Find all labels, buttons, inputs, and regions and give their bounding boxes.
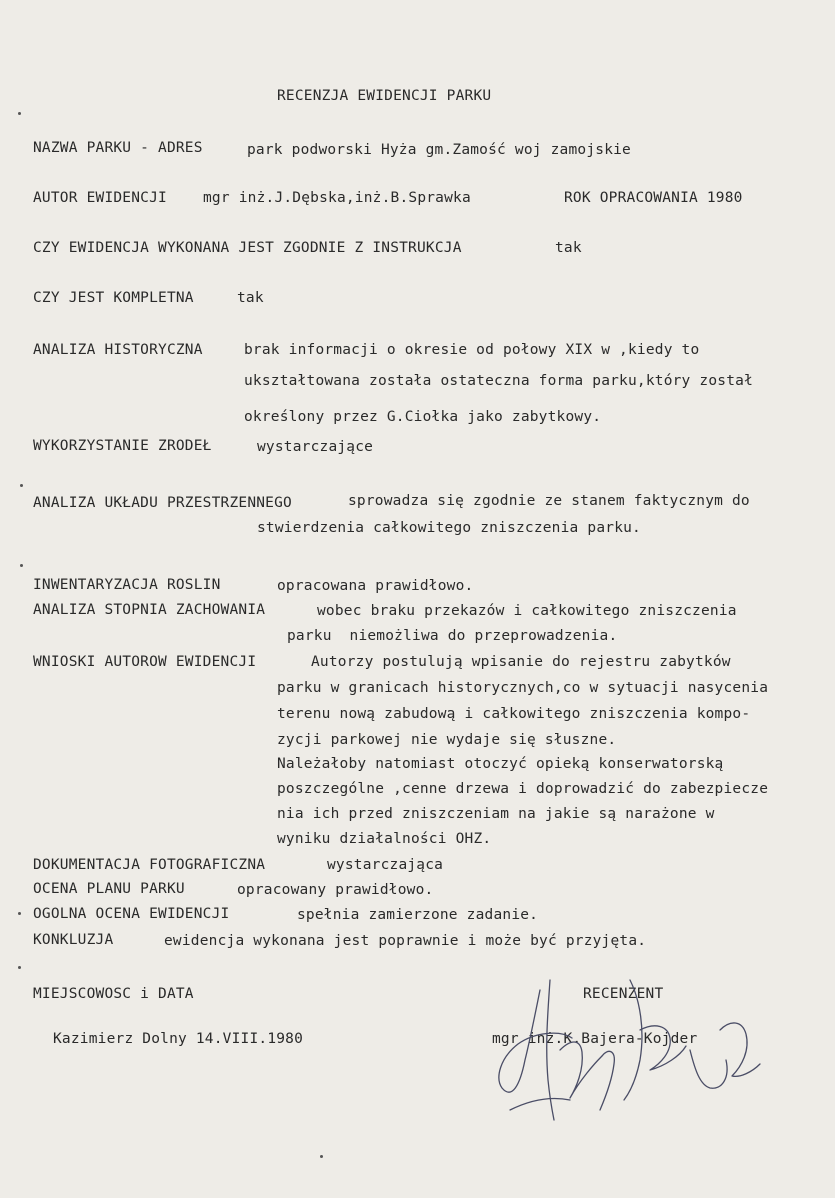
signature-image xyxy=(490,960,770,1130)
document-title: RECENZJA EWIDENCJI PARKU xyxy=(277,88,492,104)
historical-line: ukształtowana została ostateczna forma parku,który został xyxy=(244,373,753,389)
inventory-label: INWENTARYZACJA ROSLIN xyxy=(33,577,221,593)
conclusions-line: wyniku działalności OHZ. xyxy=(277,831,492,847)
sources-value: wystarczające xyxy=(257,439,374,455)
conclusions-line: zycji parkowej nie wydaje się słuszne. xyxy=(277,732,617,748)
paper-speck xyxy=(20,564,23,567)
conclusions-line: parku w granicach historycznych,co w sytuacji nasycenia xyxy=(277,680,769,696)
preservation-line: wobec braku przekazów i całkowitego zniszczenia xyxy=(317,603,737,619)
paper-speck xyxy=(18,112,21,115)
author-label: AUTOR EWIDENCJI xyxy=(33,190,167,206)
paper-speck xyxy=(18,912,21,915)
paper-speck xyxy=(320,1155,323,1158)
complete-value: tak xyxy=(237,290,264,306)
conclusions-line: nia ich przed zniszczeniam na jakie są narażone w xyxy=(277,806,715,822)
conclusions-line: terenu nową zabudową i całkowitego zniszczenia kompo- xyxy=(277,706,751,722)
preservation-label: ANALIZA STOPNIA ZACHOWANIA xyxy=(33,602,266,618)
paper-speck xyxy=(18,966,21,969)
conclusion-value: ewidencja wykonana jest poprawnie i może być przyjęta. xyxy=(164,933,647,949)
spatial-line: stwierdzenia całkowitego zniszczenia parku. xyxy=(257,520,641,536)
conclusions-line: poszczególne ,cenne drzewa i doprowadzić do zabezpiecze xyxy=(277,781,769,797)
place-date-value: Kazimierz Dolny 14.VIII.1980 xyxy=(53,1031,304,1047)
conclusions-line: Autorzy postulują wpisanie do rejestru zabytków xyxy=(311,654,731,670)
reviewer-label: RECENZENT xyxy=(583,986,664,1002)
overall-rating-value: spełnia zamierzone zadanie. xyxy=(297,907,539,923)
historical-line: brak informacji o okresie od połowy XIX w ,kiedy to xyxy=(244,342,700,358)
overall-rating-label: OGOLNA OCENA EWIDENCJI xyxy=(33,906,230,922)
reviewer-name: mgr inż.K.Bajera-Kojder xyxy=(492,1031,698,1047)
preservation-line: parku niemożliwa do przeprowadzenia. xyxy=(287,628,618,644)
author-value: mgr inż.J.Dębska,inż.B.Sprawka xyxy=(203,190,471,206)
compliance-value: tak xyxy=(555,240,582,256)
plan-rating-label: OCENA PLANU PARKU xyxy=(33,881,185,897)
conclusion-label: KONKLUZJA xyxy=(33,932,114,948)
spatial-line: sprowadza się zgodnie ze stanem faktycznym do xyxy=(348,493,750,509)
spatial-label: ANALIZA UKŁADU PRZESTRZENNEGO xyxy=(33,495,292,511)
complete-label: CZY JEST KOMPLETNA xyxy=(33,290,194,306)
historical-label: ANALIZA HISTORYCZNA xyxy=(33,342,203,358)
conclusions-line: Należałoby natomiast otoczyć opieką konserwatorską xyxy=(277,756,724,772)
photo-docs-label: DOKUMENTACJA FOTOGRAFICZNA xyxy=(33,857,266,873)
historical-line: określony przez G.Ciołka jako zabytkowy. xyxy=(244,409,602,425)
park-name-value: park podworski Hyża gm.Zamość woj zamojskie xyxy=(247,142,631,158)
inventory-value: opracowana prawidłowo. xyxy=(277,578,474,594)
sources-label: WYKORZYSTANIE ZRODEŁ xyxy=(33,438,212,454)
photo-docs-value: wystarczająca xyxy=(327,857,444,873)
paper-speck xyxy=(20,484,23,487)
plan-rating-value: opracowany prawidłowo. xyxy=(237,882,434,898)
place-date-label: MIEJSCOWOSC i DATA xyxy=(33,986,194,1002)
compliance-label: CZY EWIDENCJA WYKONANA JEST ZGODNIE Z INSTRUKCJA xyxy=(33,240,462,256)
year-label: ROK OPRACOWANIA 1980 xyxy=(564,190,743,206)
park-name-label: NAZWA PARKU - ADRES xyxy=(33,140,203,156)
conclusions-label: WNIOSKI AUTOROW EWIDENCJI xyxy=(33,654,257,670)
